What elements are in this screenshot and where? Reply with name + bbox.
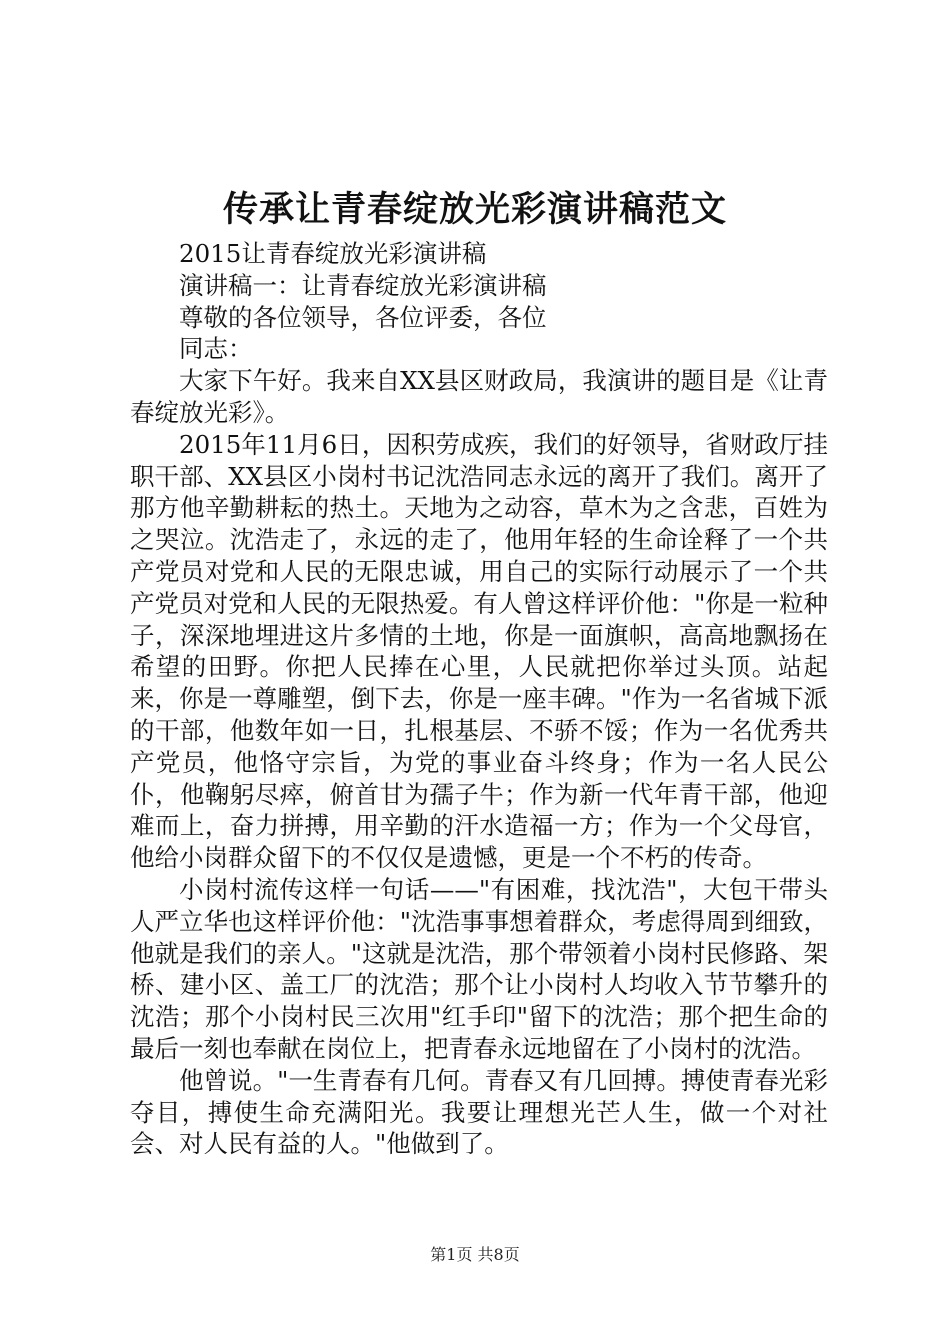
subtitle-line: 2015让青春绽放光彩演讲稿 bbox=[179, 239, 487, 268]
paragraph: 大家下午好。我来自XX县区财政局，我演讲的题目是《让青春绽放光彩》。 bbox=[130, 366, 828, 427]
paragraph: 2015年11月6日，因积劳成疾，我们的好领导，省财政厅挂职干部、XX县区小岗村书记沈浩同志永远的离开了我们。离开了那方他辛勤耕耘的热土。天地为之动容，草木为之含悲，百姓为之哭泣。沈浩走了，永远的走了，他用年轻的生命诠释了一个共产党员对党和人民的无限忠诚，用自己的实际行动展示了一个共产党员对党和人民的无限热爱。有人曾这样评价他："你是一粒种子，深深地埋进这片多情的土地，你是一面旗帜，高高地飘扬在希望的田野。你把人民捧在心里，人民就把你举过头顶。站起来，你是一尊雕塑，倒下去，你是一座丰碑。"作为一名省城下派的干部，他数年如一日，扎根基层、不骄不馁；作为一名优秀共产党员，他恪守宗旨，为党的事业奋斗终身；作为一名人民公仆，他鞠躬尽瘁，俯首甘为孺子牛；作为新一代年青干部，他迎难而上，奋力拼搏，用辛勤的汗水造福一方；作为一个父母官，他给小岗群众留下的不仅仅是遗憾，更是一个不朽的传奇。 bbox=[130, 429, 828, 873]
salutation-line: 尊敬的各位领导，各位评委，各位 bbox=[179, 302, 547, 332]
document-title: 传承让青春绽放光彩演讲稿范文 bbox=[222, 189, 727, 230]
speech-heading-line: 演讲稿一：让青春绽放光彩演讲稿 bbox=[179, 270, 547, 300]
paragraph: 小岗村流传这样一句话——"有困难，找沈浩"，大包干带头人严立华也这样评价他："沈浩事事想着群众，考虑得周到细致，他就是我们的亲人。"这就是沈浩，那个带领着小岗村民修路、架桥、建小区、盖工厂的沈浩；那个让小岗村人均收入节节攀升的沈浩；那个小岗村民三次用"红手印"留下的沈浩；那个把生命的最后一刻也奉献在岗位上，把青春永远地留在了小岗村的沈浩。 bbox=[130, 874, 828, 1063]
paragraph: 他曾说。"一生青春有几何。青春又有几回搏。搏使青春光彩夺目，搏使生命充满阳光。我要让理想光芒人生，做一个对社会、对人民有益的人。"他做到了。 bbox=[130, 1065, 828, 1159]
page-footer: 第1页 共8页 bbox=[430, 1245, 520, 1264]
document-body bbox=[130, 238, 828, 1160]
salutation-continuation: 同志： bbox=[179, 334, 253, 364]
